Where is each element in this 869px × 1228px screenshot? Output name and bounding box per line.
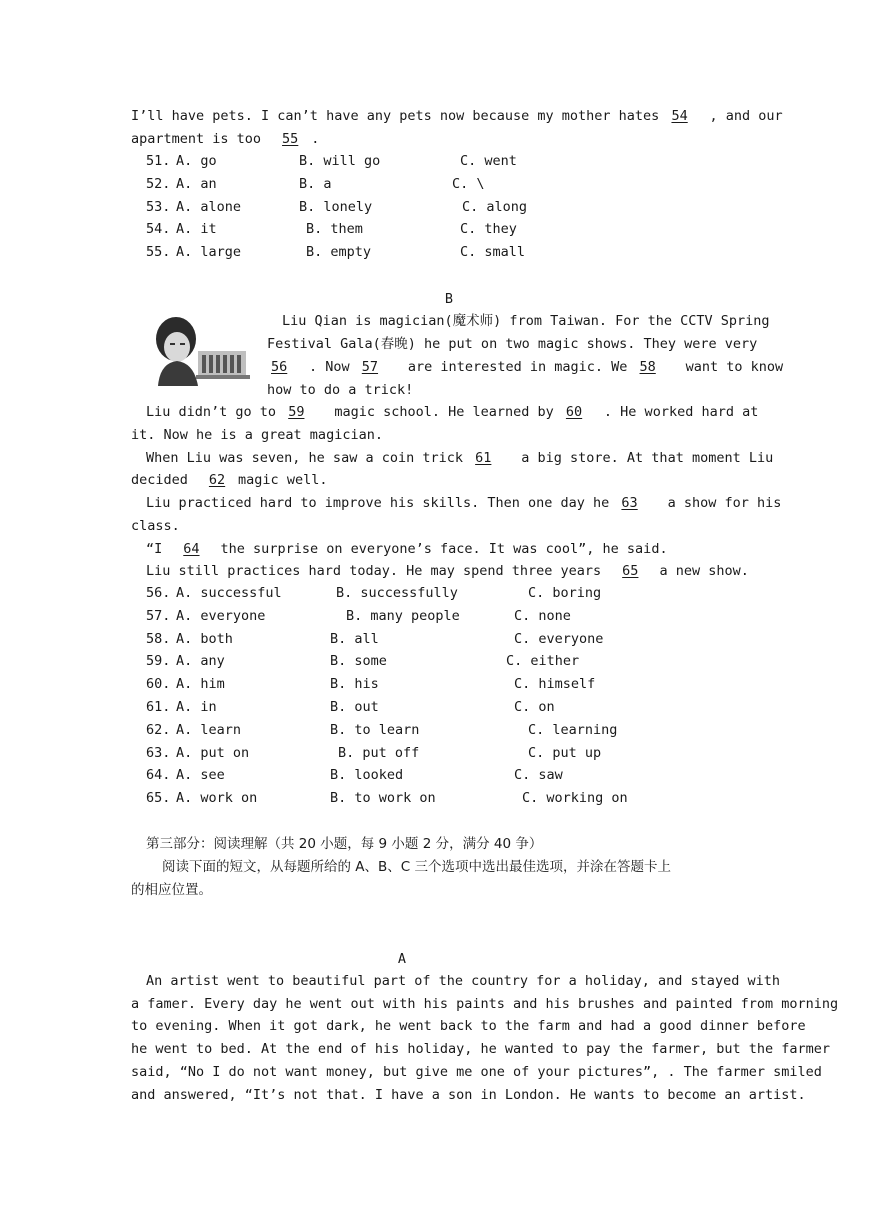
passage-a-line3: to evening. When it got dark, he went back to the farm and had a good dinner before: [131, 1018, 806, 1034]
blank-62: 62: [208, 472, 226, 488]
option-row: [146, 676, 746, 694]
option-row: [146, 653, 746, 671]
question-number: 64.: [146, 767, 171, 784]
option-b: B. looked: [330, 767, 404, 784]
option-row: [146, 176, 746, 194]
passage-a-heading: A: [397, 951, 407, 967]
option-a: A. it: [176, 221, 217, 238]
option-c: C. himself: [514, 676, 596, 693]
blank-57: 57: [361, 359, 379, 375]
question-number: 55.: [146, 244, 171, 261]
blank-63: 63: [621, 495, 638, 511]
option-row: [146, 608, 746, 626]
option-a: A. put on: [176, 744, 250, 761]
blank-56: 56: [271, 359, 288, 375]
option-row: [146, 244, 746, 262]
question-number: 51.: [146, 153, 171, 169]
passage-a-line2: a famer. Every day he went out with his paints and his brushes and painted from morning: [131, 996, 839, 1012]
option-row: [146, 153, 746, 171]
option-b: B. many people: [346, 607, 460, 624]
option-c: C. small: [460, 244, 526, 261]
option-a: A. successful: [176, 585, 282, 601]
b-para1-line1: Liu Qian is magician(魔术师) from Taiwan. For the CCTV Spring: [282, 313, 770, 329]
option-a: A. him: [176, 676, 225, 693]
blank-58: 58: [639, 359, 656, 375]
option-b: B. all: [330, 630, 379, 647]
option-row: [146, 745, 746, 763]
option-b: B. lonely: [299, 198, 373, 215]
part3-instruction-line1: 阅读下面的短文，从每题所给的 A、B、C 三个选项中选出最佳选项，并涂在答题卡上: [162, 859, 672, 875]
question-number: 57.: [146, 607, 171, 624]
question-number: 54.: [146, 221, 171, 238]
option-b: B. will go: [299, 153, 381, 169]
option-b: B. put off: [338, 744, 420, 761]
option-a: A. alone: [176, 198, 242, 215]
option-c: C. \: [452, 175, 485, 192]
b-para2-line2: it. Now he is a great magician.: [131, 427, 383, 443]
question-number: 60.: [146, 676, 171, 693]
option-row: [146, 767, 746, 785]
blank-64: 64: [183, 541, 200, 557]
b-para4-line2: class.: [131, 518, 180, 534]
b-para2-line1: Liu didn’t go to 59 magic school. He learned by 60 . He worked hard at: [146, 404, 759, 420]
b-para1-line2: Festival Gala(春晚) he put on two magic shows. They were very: [267, 336, 758, 352]
question-number: 65.: [146, 790, 171, 807]
blank-59: 59: [288, 404, 305, 420]
part3-title: 第三部分：阅读理解（共 20 小题，每 9 小题 2 分，满分 40 争）: [146, 836, 543, 852]
option-a: A. learn: [176, 721, 242, 738]
blank-61: 61: [475, 450, 492, 466]
question-number: 53.: [146, 198, 171, 215]
b-para4-line1: Liu practiced hard to improve his skills. Then one day he 63 a show for his: [146, 495, 782, 511]
passage-a-line1: An artist went to beautiful part of the country for a holiday, and stayed with: [146, 973, 780, 989]
blank-60: 60: [565, 404, 583, 420]
option-a: A. both: [176, 630, 233, 647]
option-a: A. see: [176, 767, 225, 784]
part3-instruction-line2: 的相应位置。: [131, 882, 212, 898]
option-b: B. his: [330, 676, 379, 693]
option-b: B. empty: [306, 244, 372, 261]
option-row: [146, 585, 746, 603]
option-c: C. put up: [528, 744, 602, 761]
option-a: A. in: [176, 699, 217, 715]
option-c: C. saw: [514, 767, 563, 784]
option-c: C. working on: [522, 790, 628, 807]
option-a: A. any: [176, 653, 225, 670]
option-row: [146, 699, 746, 717]
option-c: C. none: [514, 607, 571, 624]
question-number: 63.: [146, 744, 171, 761]
option-row: [146, 722, 746, 740]
b-para3-line2: decided 62 magic well.: [131, 472, 328, 488]
option-c: C. either: [506, 653, 580, 670]
option-row: [146, 631, 746, 649]
intro-line-2: apartment is too 55 .: [131, 131, 320, 147]
section-b-heading: B: [444, 291, 454, 307]
option-c: C. boring: [528, 585, 602, 601]
question-number: 61.: [146, 699, 171, 715]
b-para6: Liu still practices hard today. He may spend three years 65 a new show.: [146, 563, 749, 579]
option-b: B. to learn: [330, 721, 420, 738]
blank-54: 54: [671, 108, 688, 124]
option-c: C. everyone: [514, 630, 604, 647]
passage-a-line5: said, “No I do not want money, but give me one of your pictures”, . The farmer smiled: [131, 1064, 822, 1080]
question-number: 56.: [146, 585, 171, 601]
question-number: 59.: [146, 653, 171, 670]
b-para5: “I 64 the surprise on everyone’s face. It was cool”, he said.: [146, 541, 668, 557]
option-b: B. them: [306, 221, 363, 238]
question-number: 62.: [146, 721, 171, 738]
option-b: B. a: [299, 175, 332, 192]
option-c: C. went: [460, 153, 517, 169]
option-a: A. go: [176, 153, 217, 169]
b-para3-line1: When Liu was seven, he saw a coin trick 61 a big store. At that moment Liu: [146, 450, 774, 466]
option-row: [146, 199, 746, 217]
option-row: [146, 790, 746, 808]
option-c: C. on: [514, 699, 555, 715]
passage-a-line6: and answered, “It’s not that. I have a son in London. He wants to become an artist.: [131, 1087, 806, 1103]
blank-55: 55: [282, 131, 299, 147]
option-c: C. learning: [528, 721, 618, 738]
option-a: A. an: [176, 175, 217, 192]
magician-photo: [150, 311, 252, 386]
intro-line-1: I’ll have pets. I can’t have any pets now because my mother hates 54 , and our: [131, 108, 783, 124]
option-c: C. they: [460, 221, 517, 238]
option-a: A. everyone: [176, 607, 266, 624]
option-a: A. work on: [176, 790, 258, 807]
option-c: C. along: [462, 198, 528, 215]
question-number: 58.: [146, 630, 171, 647]
question-number: 52.: [146, 175, 171, 192]
option-b: B. some: [330, 653, 387, 670]
option-b: B. successfully: [336, 585, 458, 601]
b-para1-line4: how to do a trick!: [267, 382, 414, 398]
option-a: A. large: [176, 244, 242, 261]
option-b: B. to work on: [330, 790, 436, 807]
b-para1-line3: 56 . Now 57 are interested in magic. We 58 want to know: [267, 358, 737, 376]
option-row: [146, 221, 746, 239]
passage-a-line4: he went to bed. At the end of his holiday, he wanted to pay the farmer, but the farmer: [131, 1041, 830, 1057]
option-b: B. out: [330, 699, 379, 715]
blank-65: 65: [622, 563, 639, 579]
